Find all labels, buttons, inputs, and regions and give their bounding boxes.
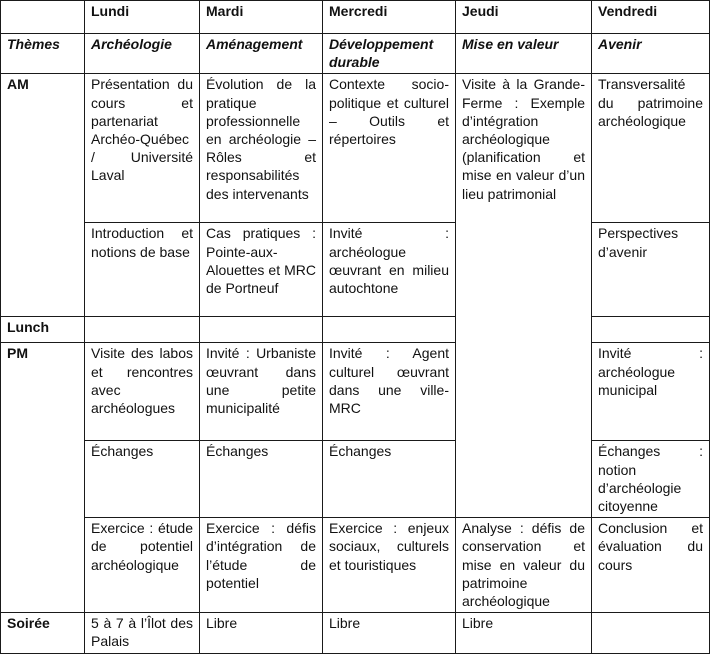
- cell-am2-mercredi: Invité : archéologue œuvrant en milieu autochtone: [323, 223, 456, 317]
- cell-soiree-vendredi: [592, 613, 710, 653]
- day-mardi: Mardi: [200, 1, 323, 34]
- cell-am2-lundi: Introduction et notions de base: [85, 223, 200, 317]
- cell-lunch-lundi: [85, 317, 200, 343]
- day-jeudi: Jeudi: [456, 1, 592, 34]
- pm-row-2: [1, 441, 710, 518]
- am-row-1: [1, 74, 710, 223]
- cell-pm2-vendredi: Échanges : notion d’archéologie citoyenne: [592, 441, 710, 518]
- theme-jeudi: Mise en valeur: [456, 34, 592, 74]
- cell-soiree-jeudi: Libre: [456, 613, 592, 653]
- period-lunch: Lunch: [1, 317, 85, 343]
- cell-soiree-mercredi: Libre: [323, 613, 456, 653]
- themes-label: Thèmes: [1, 34, 85, 74]
- cell-pm2-mardi: Échanges: [200, 441, 323, 518]
- cell-pm3-mardi: Exercice : défis d’intégration de l’étude de potentiel: [200, 518, 323, 613]
- day-vendredi: Vendredi: [592, 1, 710, 34]
- day-mercredi: Mercredi: [323, 1, 456, 34]
- pm-row-1: [1, 343, 710, 441]
- cell-pm3-jeudi: Analyse : défis de conservation et mise en valeur du patrimoine archéologique: [456, 518, 592, 613]
- cell-am2-mardi: Cas pratiques : Pointe-aux-Alouettes et MRC de Portneuf: [200, 223, 323, 317]
- cell-am1-mercredi: Contexte socio-politique et culturel – Outils et répertoires: [323, 74, 456, 223]
- cell-pm1-lundi: Visite des labos et rencontres avec archéologues: [85, 343, 200, 441]
- cell-pm2-lundi: Échanges: [85, 441, 200, 518]
- cell-pm1-mercredi: Invité : Agent culturel œuvrant dans une ville-MRC: [323, 343, 456, 441]
- cell-pm2-mercredi: Échanges: [323, 441, 456, 518]
- period-pm: PM: [1, 343, 85, 613]
- cell-am2-vendredi: Perspectives d’avenir: [592, 223, 710, 317]
- cell-am1-vendredi: Transversalité du patrimoine archéologique: [592, 74, 710, 223]
- day-lundi: Lundi: [85, 1, 200, 34]
- cell-pm3-vendredi: Conclusion et évaluation du cours: [592, 518, 710, 613]
- am-row-2: [1, 223, 710, 317]
- theme-mercredi: Développement durable: [323, 34, 456, 74]
- theme-lundi: Archéologie: [85, 34, 200, 74]
- period-soiree: Soirée: [1, 613, 85, 653]
- themes-row: [1, 34, 710, 74]
- lunch-row: [1, 317, 710, 343]
- header-row: [1, 1, 710, 34]
- cell-lunch-mercredi: [323, 317, 456, 343]
- theme-vendredi: Avenir: [592, 34, 710, 74]
- cell-lunch-vendredi: [592, 317, 710, 343]
- cell-am1-lundi: Présentation du cours et partenariat Archéo-Québec / Université Laval: [85, 74, 200, 223]
- cell-lunch-mardi: [200, 317, 323, 343]
- corner-cell: [1, 1, 85, 34]
- period-am: AM: [1, 74, 85, 317]
- cell-pm3-mercredi: Exercice : enjeux sociaux, culturels et touristiques: [323, 518, 456, 613]
- theme-mardi: Aménagement: [200, 34, 323, 74]
- cell-pm1-mardi: Invité : Urbaniste œuvrant dans une petite municipalité: [200, 343, 323, 441]
- cell-jeudi-visite: Visite à la Grande-Ferme : Exemple d’intégration archéologique (planification et mise en valeur d’un lieu patrimonial: [456, 74, 592, 518]
- cell-pm3-lundi: Exercice : étude de potentiel archéologique: [85, 518, 200, 613]
- cell-pm1-vendredi: Invité : archéologue municipal: [592, 343, 710, 441]
- pm-row-3: [1, 518, 710, 613]
- cell-soiree-mardi: Libre: [200, 613, 323, 653]
- cell-am1-mardi: Évolution de la pratique professionnelle en archéologie – Rôles et responsabilités des intervenants: [200, 74, 323, 223]
- cell-soiree-lundi: 5 à 7 à l’Îlot des Palais: [85, 613, 200, 653]
- soiree-row: [1, 613, 710, 653]
